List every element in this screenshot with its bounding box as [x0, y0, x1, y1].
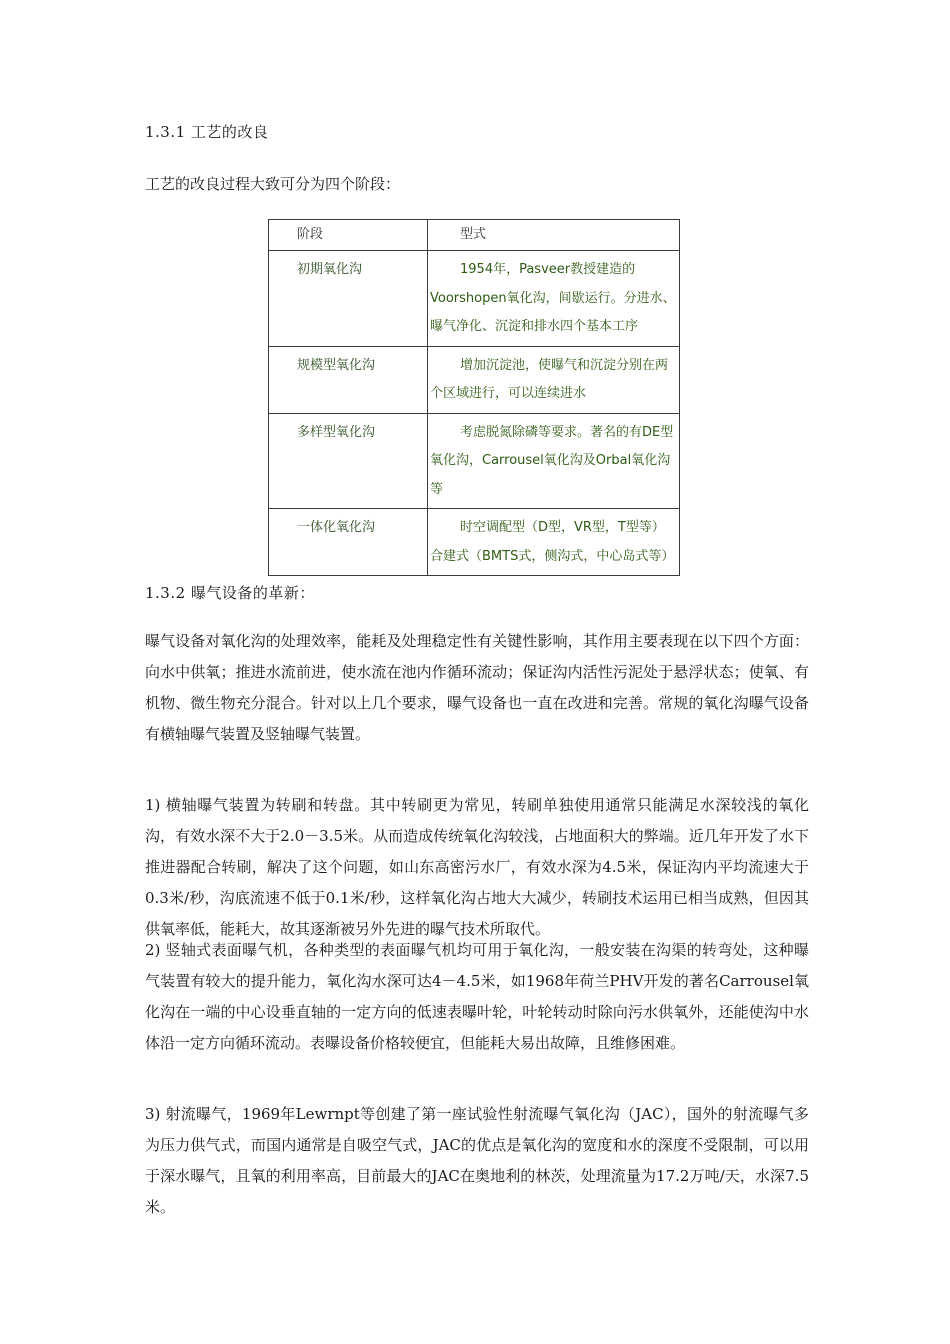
table-row	[269, 346, 680, 413]
stage-cell: 初期氧化沟	[269, 251, 428, 347]
header-type: 型式	[428, 220, 680, 251]
header-stage: 阶段	[269, 220, 428, 251]
section-131-intro: 工艺的改良过程大致可分为四个阶段：	[145, 175, 401, 193]
type-cell: 考虑脱氮除磷等要求。著名的有DE型氧化沟，Carrousel氧化沟及Orbal氧化沟等	[428, 413, 680, 509]
type-cell: 时空调配型（D型，VR型，T型等）合建式（BMTS式，侧沟式，中心岛式等）	[428, 509, 680, 576]
stage-cell: 一体化氧化沟	[269, 509, 428, 576]
table-row	[269, 413, 680, 509]
type-cell: 1954年，Pasveer教授建造的Voorshopen氧化沟，间歇运行。分进水、曝气净化、沉淀和排水四个基本工序	[428, 251, 680, 347]
stage-cell: 规模型氧化沟	[269, 346, 428, 413]
stage-table	[268, 219, 680, 576]
paragraph-vertical-shaft: 2) 竖轴式表面曝气机，各种类型的表面曝气机均可用于氧化沟，一般安装在沟渠的转弯处，这种曝气装置有较大的提升能力，氧化沟水深可达4－4.5米，如1968年荷兰PHV开发的著名Carrousel氧化沟在一端的中心设垂直轴的一定方向的低速表曝叶轮，叶轮转动时除向污水供氧外，还能使沟中水体沿一定方向循环流动。表曝设备价格较便宜，但能耗大易出故障，且维修困难。	[145, 941, 809, 1052]
paragraph-aeration-overview: 曝气设备对氧化沟的处理效率，能耗及处理稳定性有关键性影响，其作用主要表现在以下四个方面：向水中供氧；推进水流前进，使水流在池内作循环流动；保证沟内活性污泥处于悬浮状态；使氧、有机物、微生物充分混合。针对以上几个要求，曝气设备也一直在改进和完善。常规的氧化沟曝气设备有横轴曝气装置及竖轴曝气装置。	[145, 632, 809, 743]
paragraph-horizontal-shaft: 1) 横轴曝气装置为转刷和转盘。其中转刷更为常见，转刷单独使用通常只能满足水深较浅的氧化沟，有效水深不大于2.0－3.5米。从而造成传统氧化沟较浅，占地面积大的弊端。近几年开发了水下推进器配合转刷，解决了这个问题，如山东高密污水厂，有效水深为4.5米，保证沟内平均流速大于0.3米/秒，沟底流速不低于0.1米/秒，这样氧化沟占地大大减少，转刷技术运用已相当成熟，但因其供氧率低，能耗大，故其逐渐被另外先进的曝气技术所取代。	[145, 796, 809, 938]
table-row	[269, 509, 680, 576]
paragraph-jet-aeration: 3) 射流曝气，1969年Lewrnpt等创建了第一座试验性射流曝气氧化沟（JAC），国外的射流曝气多为压力供气式，而国内通常是自吸空气式，JAC的优点是氧化沟的宽度和水的深度不受限制，可以用于深水曝气，且氧的利用率高，目前最大的JAC在奥地利的林茨，处理流量为17.2万吨/天，水深7.5米。	[145, 1105, 809, 1216]
section-132-title: 1.3.2 曝气设备的革新：	[145, 584, 315, 602]
stage-cell: 多样型氧化沟	[269, 413, 428, 509]
table-row	[269, 251, 680, 347]
table-header-row	[269, 220, 680, 251]
type-cell: 增加沉淀池，使曝气和沉淀分别在两个区域进行，可以连续进水	[428, 346, 680, 413]
section-131-title: 1.3.1 工艺的改良	[145, 123, 269, 141]
